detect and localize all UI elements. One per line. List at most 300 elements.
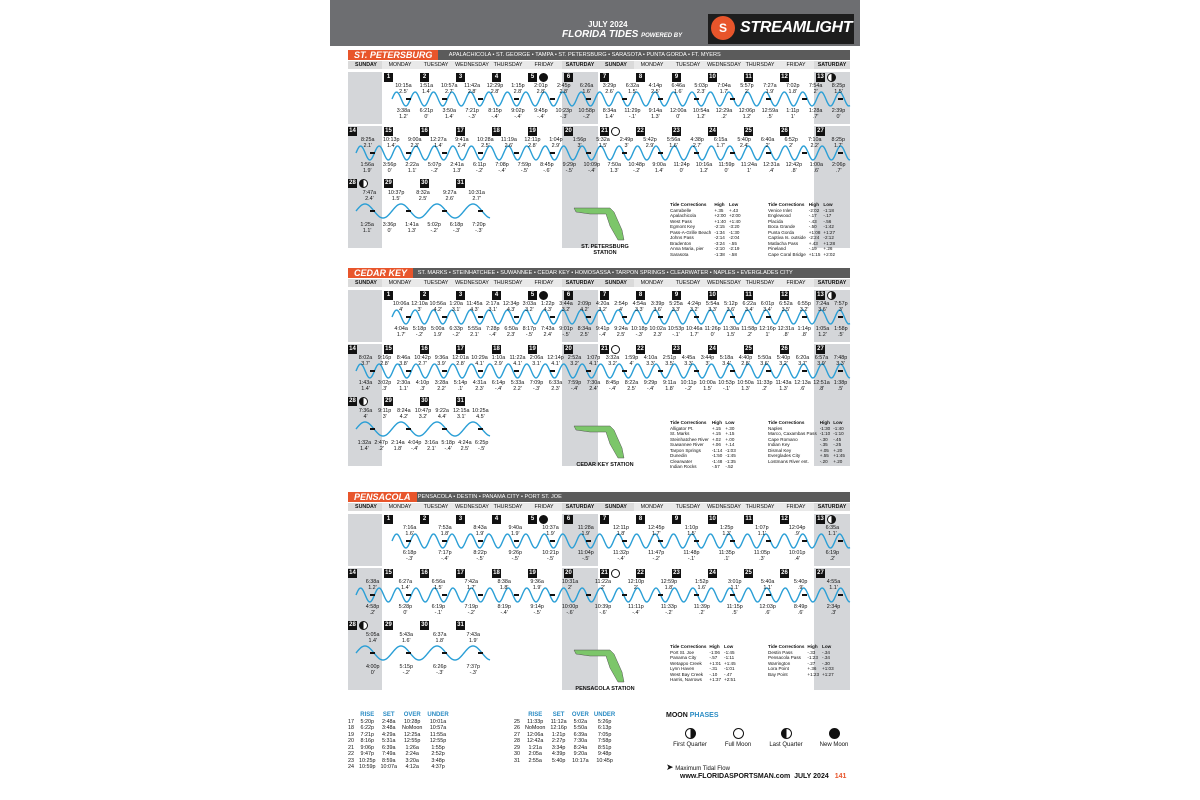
section-towns: ST. MARKS • STEINHATCHEE • SUWANNEE • CEDAR KEY • HOMOSASSA • TARPON SPRINGS • CLEARWATER • NAPLES • EVERGLADES CITY — [417, 270, 793, 276]
corrections-row — [768, 252, 838, 258]
corrections-cell: -1:50 — [711, 453, 723, 458]
low-tide-label: 9:02p -.4' — [511, 108, 525, 120]
low-tide-label: 11:05p .3' — [753, 550, 770, 562]
day-number: 16 — [421, 346, 428, 352]
max-flow-fish-icon — [802, 152, 807, 154]
corrections-cell: Destin Pass — [768, 649, 793, 655]
high-tide-label: 4:10a 3.3' — [643, 355, 658, 367]
corrections-cell: +.15 — [725, 431, 735, 436]
weekday-label: TUESDAY — [670, 503, 706, 511]
day-number: 21 — [601, 128, 608, 134]
high-tide-label: 12:27a 1.4' — [430, 137, 447, 149]
weekday-label: MONDAY — [634, 279, 670, 287]
low-tide-label: 6:26p -.3' — [433, 664, 447, 676]
low-tide-label: 10:02a 2.3' — [649, 326, 666, 338]
low-tide-label: 4:00p 0' — [366, 664, 380, 676]
tide-corrections-left — [670, 420, 739, 470]
corrections-cell: -1:14 — [711, 447, 723, 453]
corrections-cell: -.30 — [819, 436, 828, 442]
low-tide-label: 7:28p -.4' — [486, 326, 500, 338]
corrections-cell: Dismal Key — [768, 447, 792, 453]
low-tide-label: 7:17p -.4' — [438, 550, 452, 562]
florida-map-icon — [570, 420, 640, 460]
high-tide-label: 7:54a 2' — [808, 83, 823, 95]
weekday-label: SATURDAY — [562, 279, 598, 287]
day-number: 13 — [817, 292, 824, 298]
corrections-cell: -.58 — [728, 251, 737, 257]
high-tide-label: 1:52p 1.6' — [695, 579, 709, 591]
moon-table-header-cell: RISE — [528, 712, 543, 718]
weekday-label: THURSDAY — [742, 503, 778, 511]
low-tide-label: 5:18p -.4' — [441, 440, 455, 452]
corrections-cell: -.20 — [819, 458, 828, 464]
low-tide-label: 8:15p -.4' — [488, 108, 502, 120]
weekday-header — [348, 279, 850, 287]
low-tide-label: 9:00a 1.4' — [652, 162, 666, 174]
magazine-page — [330, 0, 860, 800]
moon-table-cell: 6:22p — [360, 725, 374, 731]
corrections-cell: Marco, Caxambas Pass — [768, 431, 817, 436]
corrections-cell: Panama City — [670, 655, 697, 660]
high-tide-label: 6:52p 2' — [784, 137, 798, 149]
corrections-header-cell: High — [819, 420, 830, 425]
corrections-cell: +1:23 — [807, 671, 820, 677]
section-name: PENSACOLA — [348, 492, 417, 502]
low-tide-label: 1:00a .6' — [809, 162, 824, 174]
corrections-cell: -.34 — [822, 655, 830, 660]
moon-table-cell: 5:02a — [573, 718, 588, 725]
day-number: 30 — [421, 180, 428, 186]
weekday-label: FRIDAY — [526, 503, 562, 511]
weekday-label: TUESDAY — [418, 503, 454, 511]
corrections-cell: -.17 — [823, 213, 832, 218]
corrections-cell: -3:20 — [728, 224, 740, 229]
tide-section — [348, 268, 850, 483]
high-tide-label: 9:16p 2.8' — [377, 355, 392, 367]
high-tide-label: 1:15p 2.8' — [511, 83, 525, 95]
moon-table-cell: 10:07a — [380, 764, 397, 770]
high-tide-label: 3:44a 3.2' — [559, 301, 573, 313]
last-quarter-icon — [781, 728, 792, 739]
corrections-cell: -.57 — [709, 655, 718, 660]
high-tide-label: 10:31a 2' — [561, 579, 579, 591]
low-tide-label: 3:16a 2.1' — [424, 440, 439, 452]
high-tide-label: 3:32a 3.2' — [605, 355, 620, 367]
station-map — [570, 420, 640, 472]
low-tide-label: 10:01p .4' — [788, 550, 806, 562]
corrections-cell: -2:02 — [808, 207, 820, 213]
max-flow-fish-icon — [766, 540, 771, 542]
day-number: 24 — [709, 570, 716, 576]
moon-table-cell: 31 — [514, 757, 520, 764]
corrections-cell: Everglades City — [768, 453, 801, 458]
low-tide-label: 4:31a 2.3' — [472, 380, 487, 392]
day-number: 17 — [457, 128, 464, 134]
max-flow-fish-icon — [442, 594, 447, 596]
low-tide-label: 11:43a 1.3' — [775, 380, 792, 392]
low-tide-label: 12:31a .8' — [777, 326, 795, 338]
corrections-cell: -.33 — [807, 649, 816, 655]
corrections-cell: Egmont Key — [670, 224, 696, 229]
corrections-cell: Wetappo Creek — [670, 660, 702, 666]
max-flow-label: Maximum Tidal Flow — [675, 766, 730, 772]
low-tide-label: 3:50a 1.4' — [442, 108, 456, 120]
low-tide-label: 5:07p -.2' — [427, 162, 442, 174]
day-number: 19 — [529, 128, 536, 134]
corrections-cell: -1:11 — [724, 655, 735, 660]
high-tide-label: 2:45p 2.8' — [557, 83, 571, 95]
day-number: 28 — [349, 398, 356, 404]
section-towns: PENSACOLA • DESTIN • PANAMA CITY • PORT ST. JOE — [417, 494, 562, 500]
weekday-label: MONDAY — [382, 61, 418, 69]
max-flow-fish-icon — [442, 540, 447, 542]
day-number: 20 — [565, 346, 572, 352]
max-flow-fish-icon — [550, 594, 555, 596]
tide-corrections-left — [670, 644, 739, 683]
corrections-cell: Lora Point — [768, 666, 789, 671]
weekday-label: SATURDAY — [562, 503, 598, 511]
low-tide-label: 6:18p -.3' — [402, 550, 417, 562]
day-number: 11 — [745, 516, 752, 522]
high-tide-label: 5:05a 1.4' — [366, 632, 380, 644]
max-flow-fish-icon — [442, 152, 447, 154]
moon-table-cell: 10:28p — [403, 718, 421, 725]
max-flow-fish-icon — [478, 152, 483, 154]
max-flow-fish-icon — [838, 98, 843, 100]
week-row — [348, 514, 850, 566]
high-tide-label: 7:02p 1.8' — [786, 83, 800, 95]
corrections-cell: West Bay Creek — [670, 671, 704, 677]
low-tide-label: 10:54a 1.2' — [692, 108, 710, 120]
moon-table-header-cell: SET — [552, 712, 565, 718]
high-tide-label: 4:14p 2.5' — [648, 83, 663, 95]
corrections-cell: -.19 — [808, 246, 817, 251]
low-tide-label: 4:24a 2.5' — [458, 440, 472, 452]
max-flow-fish-icon — [442, 98, 447, 100]
station-map — [570, 644, 640, 696]
corrections-cell: -1:23 — [807, 655, 818, 660]
max-flow-fish-icon — [370, 370, 375, 372]
max-flow-fish-icon — [478, 652, 483, 654]
week-row — [348, 72, 850, 124]
corrections-cell: Apalachicola — [670, 213, 697, 218]
high-tide-label: 6:32a 1.5' — [625, 83, 640, 95]
day-number: 25 — [745, 128, 752, 134]
corrections-header-cell: Tide Corrections — [670, 202, 707, 207]
day-number: 1 — [384, 73, 393, 82]
weekday-label: TUESDAY — [670, 279, 706, 287]
moon-table-cell: 12:16p — [550, 725, 567, 731]
max-flow-fish-icon — [622, 98, 627, 100]
high-tide-label: 10:31a 2.7' — [468, 190, 485, 202]
corrections-header-cell: Low — [725, 420, 735, 425]
moon-table-cell: 5:31a — [382, 738, 396, 744]
moon-table-cell: 1:21a — [528, 744, 542, 751]
day-number: 30 — [421, 398, 428, 404]
high-tide-label: 1:10p 1.5' — [684, 525, 699, 537]
low-tide-label: 9:14a 1.3' — [648, 108, 663, 120]
day-number: 18 — [493, 128, 500, 134]
day-number: 18 — [493, 346, 500, 352]
high-tide-label: 1:04p 2.9' — [549, 137, 563, 149]
low-tide-label: 1:14p .8' — [797, 326, 811, 338]
low-tide-label: 7:50a 1.3' — [607, 162, 621, 174]
high-tide-label: 2:09p 4.2' — [577, 301, 592, 313]
weekday-label: SUNDAY — [598, 279, 634, 287]
week-row — [348, 568, 850, 620]
corrections-header-cell: Tide Corrections — [768, 420, 805, 425]
moon-table-cell: 3:20a — [405, 757, 419, 764]
high-tide-label: 2:54p 4' — [614, 301, 628, 313]
high-tide-label: 1:56p 3' — [572, 137, 587, 149]
moon-table-cell: 26 — [514, 725, 520, 731]
new-moon-icon — [829, 728, 840, 739]
moon-table-cell: 3:34p — [551, 744, 566, 751]
day-number: 2 — [420, 73, 429, 82]
high-tide-label: 2:51p 3.5' — [662, 355, 677, 367]
day-number: 4 — [492, 73, 501, 82]
moon-table-cell: 21 — [348, 744, 354, 751]
weekday-label: MONDAY — [634, 61, 670, 69]
tide-corrections-right — [768, 644, 837, 677]
day-number: 19 — [529, 346, 536, 352]
moon-table-cell: 12:42a — [526, 738, 544, 744]
moon-table-cell: 7:30a — [573, 738, 588, 744]
max-flow-fish-icon — [442, 210, 447, 212]
low-tide-label: 6:19p .2' — [825, 550, 840, 562]
day-number: 29 — [385, 180, 392, 186]
high-tide-label: 9:41a 2.4' — [455, 137, 469, 149]
moon-table-cell: 2:52p — [431, 751, 445, 757]
max-flow-fish-icon — [478, 370, 483, 372]
high-tide-label: 3:03a 3.2' — [522, 301, 537, 313]
tide-curve-path — [356, 422, 490, 436]
low-tide-label: 12:06p 1.2' — [738, 108, 756, 120]
weekday-label: THURSDAY — [490, 61, 526, 69]
day-number: 1 — [384, 291, 393, 300]
max-flow-fish-icon — [730, 594, 735, 596]
low-tide-label: 7:09p -.3' — [529, 380, 544, 392]
low-tide-label: 1:43a 1.4' — [358, 380, 373, 392]
weekday-label: MONDAY — [382, 503, 418, 511]
corrections-cell: +.55 — [819, 453, 829, 458]
high-tide-label: 2:52a 3.2' — [567, 355, 582, 367]
corrections-cell: -2:24 — [808, 235, 820, 240]
corrections-cell: Warrington — [768, 660, 791, 666]
moon-table-cell: 12:55p — [429, 738, 447, 744]
max-flow-fish-icon — [694, 316, 699, 318]
low-tide-label: 5:14p .1' — [453, 380, 468, 392]
low-tide-label: 2:41a 1.3' — [450, 162, 464, 174]
high-tide-label: 6:55p 3.2' — [797, 301, 811, 313]
corrections-cell: Bradenton — [670, 240, 692, 246]
corrections-table — [768, 420, 848, 464]
corrections-cell: -.45 — [833, 436, 842, 442]
corrections-cell: +1:37 — [709, 677, 722, 682]
high-tide-label: 9:22a 4.4' — [435, 408, 449, 420]
day-number: 14 — [349, 570, 356, 576]
high-tide-label: 12:10p 2' — [627, 579, 645, 591]
moon-table-cell: 9:20a — [573, 751, 588, 757]
corrections-cell: Placida — [768, 218, 784, 224]
low-tide-label: 6:11p -.2' — [472, 162, 487, 174]
moon-table-left — [348, 712, 454, 771]
low-tide-label: 11:24p 0' — [673, 162, 690, 174]
high-tide-label: 6:01p 3.4' — [760, 301, 775, 313]
weekday-label: THURSDAY — [490, 503, 526, 511]
max-flow-fish-icon — [586, 152, 591, 154]
low-tide-label: 2:47p .2' — [374, 440, 388, 452]
low-tide-label: 8:49p .6' — [793, 604, 808, 616]
low-tide-label: 11:33p .2' — [756, 380, 773, 392]
corrections-header-cell: Low — [833, 420, 843, 425]
section-bar — [348, 50, 850, 60]
day-number: 12 — [781, 292, 788, 298]
moon-table-cell: 6:39a — [573, 731, 588, 738]
corrections-cell: Cape Coral Bridge — [768, 251, 806, 257]
corrections-cell: +1:40 — [714, 218, 726, 224]
low-tide-label: 3:56p 0' — [382, 162, 397, 174]
low-tide-label: 11:30a 1.5' — [722, 326, 739, 338]
corrections-header-row — [768, 644, 837, 650]
tide-curve-path — [356, 646, 490, 660]
corrections-header-cell: High — [807, 644, 818, 649]
max-flow-fish-icon — [406, 370, 411, 372]
high-tide-label: 7:24a 3.6' — [815, 301, 830, 313]
florida-map-icon — [570, 202, 640, 242]
low-tide-label: 2:34p .3' — [826, 604, 841, 616]
max-flow-fish-icon — [802, 594, 807, 596]
low-tide-label: 11:47p -.2' — [648, 550, 665, 562]
high-tide-label: 5:40p 3.2' — [776, 355, 791, 367]
low-tide-label: 8:22p -.5' — [473, 550, 487, 562]
high-tide-label: 9:36a 1.9' — [530, 579, 544, 591]
station-map — [570, 202, 640, 254]
day-number: 24 — [709, 346, 716, 352]
moon-table-cell: 5:26p — [597, 718, 612, 725]
low-tide-label: 1:41a 1.3' — [405, 222, 419, 234]
day-number: 5 — [528, 73, 537, 82]
low-tide-label: 8:17p -.5' — [522, 326, 537, 338]
high-tide-label: 6:38a 1.2' — [365, 579, 380, 591]
low-tide-label: 1:05a 1.2' — [815, 326, 830, 338]
max-flow-fish-icon — [802, 370, 807, 372]
low-tide-label: 4:04p -.4' — [407, 440, 422, 452]
high-tide-label: 1:20a 3.1' — [449, 301, 463, 313]
high-tide-label: 8:25p 1.7' — [831, 137, 845, 149]
corrections-cell: +.20 — [833, 447, 843, 453]
day-number: 21 — [601, 570, 608, 576]
max-flow-fish-icon — [766, 370, 771, 372]
day-number: 5 — [528, 291, 537, 300]
max-flow-fish-icon — [694, 152, 699, 154]
high-tide-label: 1:59p 4' — [624, 355, 639, 367]
low-tide-label: 9:29p -.5' — [562, 162, 577, 174]
corrections-cell: -.56 — [823, 218, 832, 224]
max-flow-fish-icon — [514, 98, 519, 100]
high-tide-label: 9:11p 3' — [378, 408, 392, 420]
day-number: 3 — [456, 515, 465, 524]
low-tide-label: 12:16p 1' — [759, 326, 776, 338]
max-flow-fish-icon — [838, 540, 843, 542]
moon-table-cell: 10:01a — [429, 718, 447, 725]
day-number: 15 — [385, 128, 392, 134]
day-number: 26 — [781, 128, 788, 134]
day-number: 9 — [672, 291, 681, 300]
florida-map-icon — [570, 644, 640, 684]
corrections-header-cell: High — [714, 202, 725, 207]
weekday-label: WEDNESDAY — [455, 280, 489, 286]
low-tide-label: 11:26p 0' — [704, 326, 721, 338]
corrections-cell: +2:51 — [724, 677, 736, 682]
day-number: 21 — [601, 346, 608, 352]
low-tide-label: 9:45p -.4' — [534, 108, 548, 120]
corrections-row — [670, 252, 744, 258]
high-tide-label: 4:54a 3.3' — [632, 301, 647, 313]
max-flow-fish-icon — [586, 594, 591, 596]
corrections-cell: +.00 — [725, 436, 735, 442]
moon-table-cell: 11:33p — [527, 718, 544, 725]
moon-table-cell: 18 — [348, 725, 354, 731]
low-tide-label: 1:25a 1.1' — [360, 222, 374, 234]
low-tide-label: 1:56a 1.9' — [360, 162, 374, 174]
high-tide-label: 7:10a 2.2' — [807, 137, 822, 149]
max-flow-fish-icon — [406, 316, 411, 318]
low-tide-label: 9:41p -.4' — [595, 326, 610, 338]
low-tide-label: 12:13a .6' — [794, 380, 811, 392]
corrections-cell: Port St. Joe — [670, 649, 695, 655]
low-tide-label: 8:34a 2.5' — [577, 326, 592, 338]
high-tide-label: 2:06a 3.1' — [529, 355, 544, 367]
max-flow-fish-icon — [802, 316, 807, 318]
corrections-cell: -.43 — [808, 218, 817, 224]
high-tide-label: 7:48p 3.3' — [833, 355, 848, 367]
day-number: 31 — [457, 398, 464, 404]
moon-table-cell: 3:48a — [382, 725, 396, 731]
corrections-header-cell: Low — [823, 202, 833, 207]
corrections-cell: Pineland — [768, 246, 786, 251]
low-tide-label: 10:23p -.3' — [555, 108, 572, 120]
corrections-cell: +.35 — [714, 207, 724, 213]
low-tide-label: 3:02p .3' — [377, 380, 392, 392]
corrections-cell: +.26 — [823, 246, 833, 251]
moon-table-cell: 4:12a — [405, 764, 419, 770]
high-tide-label: 10:13p 1.4' — [383, 137, 400, 149]
day-number: 14 — [349, 346, 356, 352]
low-tide-label: 10:39p -.6' — [594, 604, 612, 616]
high-tide-label: 12:29p 2.8' — [486, 83, 504, 95]
high-tide-label: 12:14p 4.1' — [547, 355, 564, 367]
corrections-cell: +2:00 — [714, 213, 726, 218]
high-tide-label: 7:42a 1.7' — [464, 579, 479, 591]
weekday-label: MONDAY — [634, 503, 670, 511]
section-bar — [348, 492, 850, 502]
corrections-cell: -1:01 — [724, 666, 735, 671]
corrections-cell: -1:06 — [709, 649, 720, 655]
max-flow-fish-icon — [514, 370, 519, 372]
corrections-header-row — [670, 420, 739, 426]
weekday-label: TUESDAY — [418, 61, 454, 69]
high-tide-label: 6:27a 1.4' — [398, 579, 413, 591]
first-quarter-label: First Quarter — [673, 742, 707, 748]
low-tide-label: 10:00p -.6' — [561, 604, 579, 616]
moon-table-cell: 9:06p — [360, 744, 374, 751]
high-tide-label: 10:42p 2.7' — [414, 355, 431, 367]
corrections-cell: -.57 — [711, 464, 720, 469]
weekday-label: SATURDAY — [562, 61, 598, 69]
high-tide-label: 6:15a 1.7' — [713, 137, 728, 149]
weekday-label: SUNDAY — [348, 279, 384, 287]
